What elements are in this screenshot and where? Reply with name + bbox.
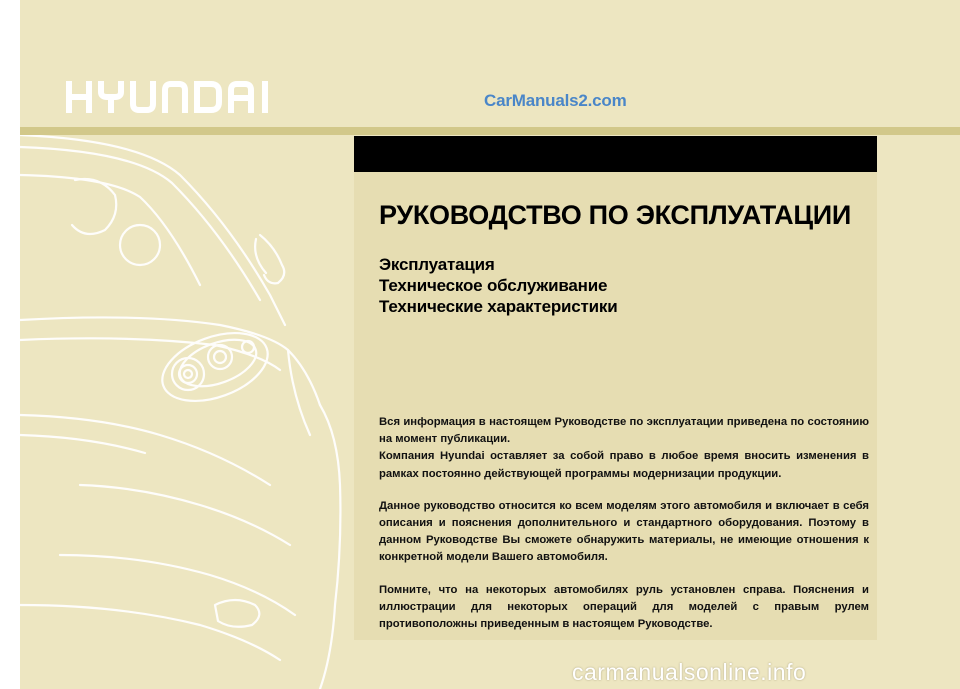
watermark-top-link[interactable]: CarManuals2.com [484, 91, 627, 110]
title-header-bar [354, 136, 877, 172]
watermark-bottom-link[interactable]: carmanualsonline.info [572, 659, 807, 685]
section-item-maintenance: Техническое обслуживание [379, 276, 608, 295]
paragraph-applicability: Данное руководство относится ко всем моделям этого автомобиля и включает в себя описания и пояснения дополнительного и стандартного оборудования. Поэтому в данном Руководстве Вы сможете обнаружить материалы, не имеющие отношения к конкретной модели Вашего автомобиля. [379, 499, 869, 564]
body-text [379, 414, 869, 633]
header-divider-band [20, 127, 960, 135]
page-title: РУКОВОДСТВО ПО ЭКСПЛУАТАЦИИ [379, 200, 852, 230]
page-left-margin [0, 0, 20, 689]
paragraph-rights: Компания Hyundai оставляет за собой право в любое время вносить изменения в рамках постоянно действующей программы модернизации продукции. [379, 450, 869, 480]
paragraph-right-hand-drive: Помните, что на некоторых автомобилях руль установлен справа. Пояснения и иллюстрации для некоторых операций для моделей с правым рулем противоположны приведенным в настоящем Руководстве. [379, 583, 869, 631]
car-outline-illustration-icon [20, 135, 360, 689]
section-item-operation: Эксплуатация [379, 255, 495, 274]
hyundai-wordmark-icon [63, 72, 273, 122]
paragraph-info: Вся информация в настоящем Руководстве по эксплуатации приведена по состоянию на момент публикации. [379, 416, 869, 446]
section-item-specifications: Технические характеристики [379, 297, 618, 316]
section-list [379, 254, 859, 317]
